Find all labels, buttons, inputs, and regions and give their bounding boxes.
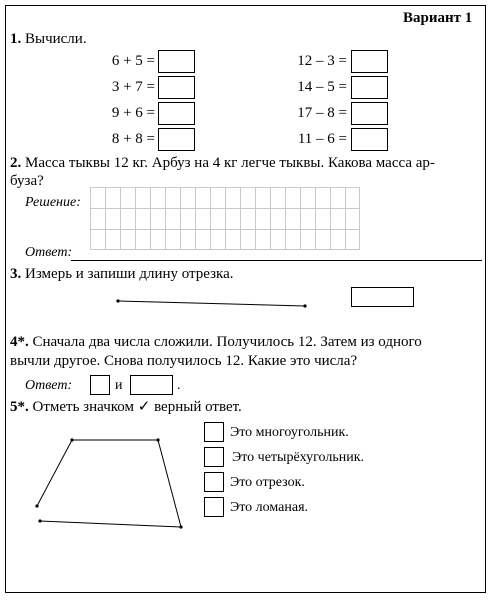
task1-text: Вычисли. [25,31,87,47]
task4-line1 [10,334,422,351]
task5-text-after: верный ответ. [154,399,242,415]
task1-expression: 3 + 7 = [111,79,155,95]
answer-period: . [177,378,181,393]
quadrilateral-figure [35,438,182,528]
option-label: Это многоугольник. [230,425,349,440]
option-checkbox[interactable] [204,497,224,517]
option-checkbox[interactable] [204,422,224,442]
task2-number: 2. [10,155,22,171]
task1-expression: 11 – 6 = [297,131,347,147]
task2-line2: буза? [10,173,44,189]
check-mark-icon: ✓ [137,399,151,415]
task1-number: 1. [10,31,22,47]
task3-text: Измерь и запиши длину отрезка. [25,266,234,282]
task1-expression: 8 + 8 = [111,131,155,147]
solution-label: Решение: [25,195,81,210]
second-number-box[interactable] [130,375,173,395]
task4-text: Сначала два числа сложили. Получилось 12. Затем из одного [32,334,422,350]
task5-heading [10,399,242,416]
task3-number: 3. [10,266,22,282]
conjunction: и [115,378,123,393]
task1-expression: 14 – 5 = [297,79,347,95]
option-label: Это отрезок. [230,475,305,490]
task1-expression: 6 + 5 = [111,53,155,69]
task5-text-before: Отметь значком [32,399,134,415]
option-label: Это ломаная. [230,500,309,515]
answer-label: Ответ: [25,245,73,260]
option-checkbox[interactable] [204,472,224,492]
task4-answer-label: Ответ: [25,378,73,393]
first-number-box[interactable] [90,375,110,395]
task1-expression: 17 – 8 = [297,105,347,121]
variant-title: Вариант 1 [403,10,473,26]
task5-number: 5*. [10,399,29,415]
length-answer-box[interactable] [351,287,414,307]
task4-number: 4*. [10,334,29,350]
task4-line2: вычли другое. Снова получилось 12. Какие это числа? [10,353,358,369]
option-checkbox[interactable] [204,447,224,467]
task1-expression: 9 + 6 = [111,105,155,121]
option-label: Это четырёхугольник. [232,450,365,465]
task1-expression: 12 – 3 = [297,53,347,69]
segment-to-measure [116,299,306,307]
task2-text: Масса тыквы 12 кг. Арбуз на 4 кг легче тыквы. Какова масса ар- [25,155,435,171]
